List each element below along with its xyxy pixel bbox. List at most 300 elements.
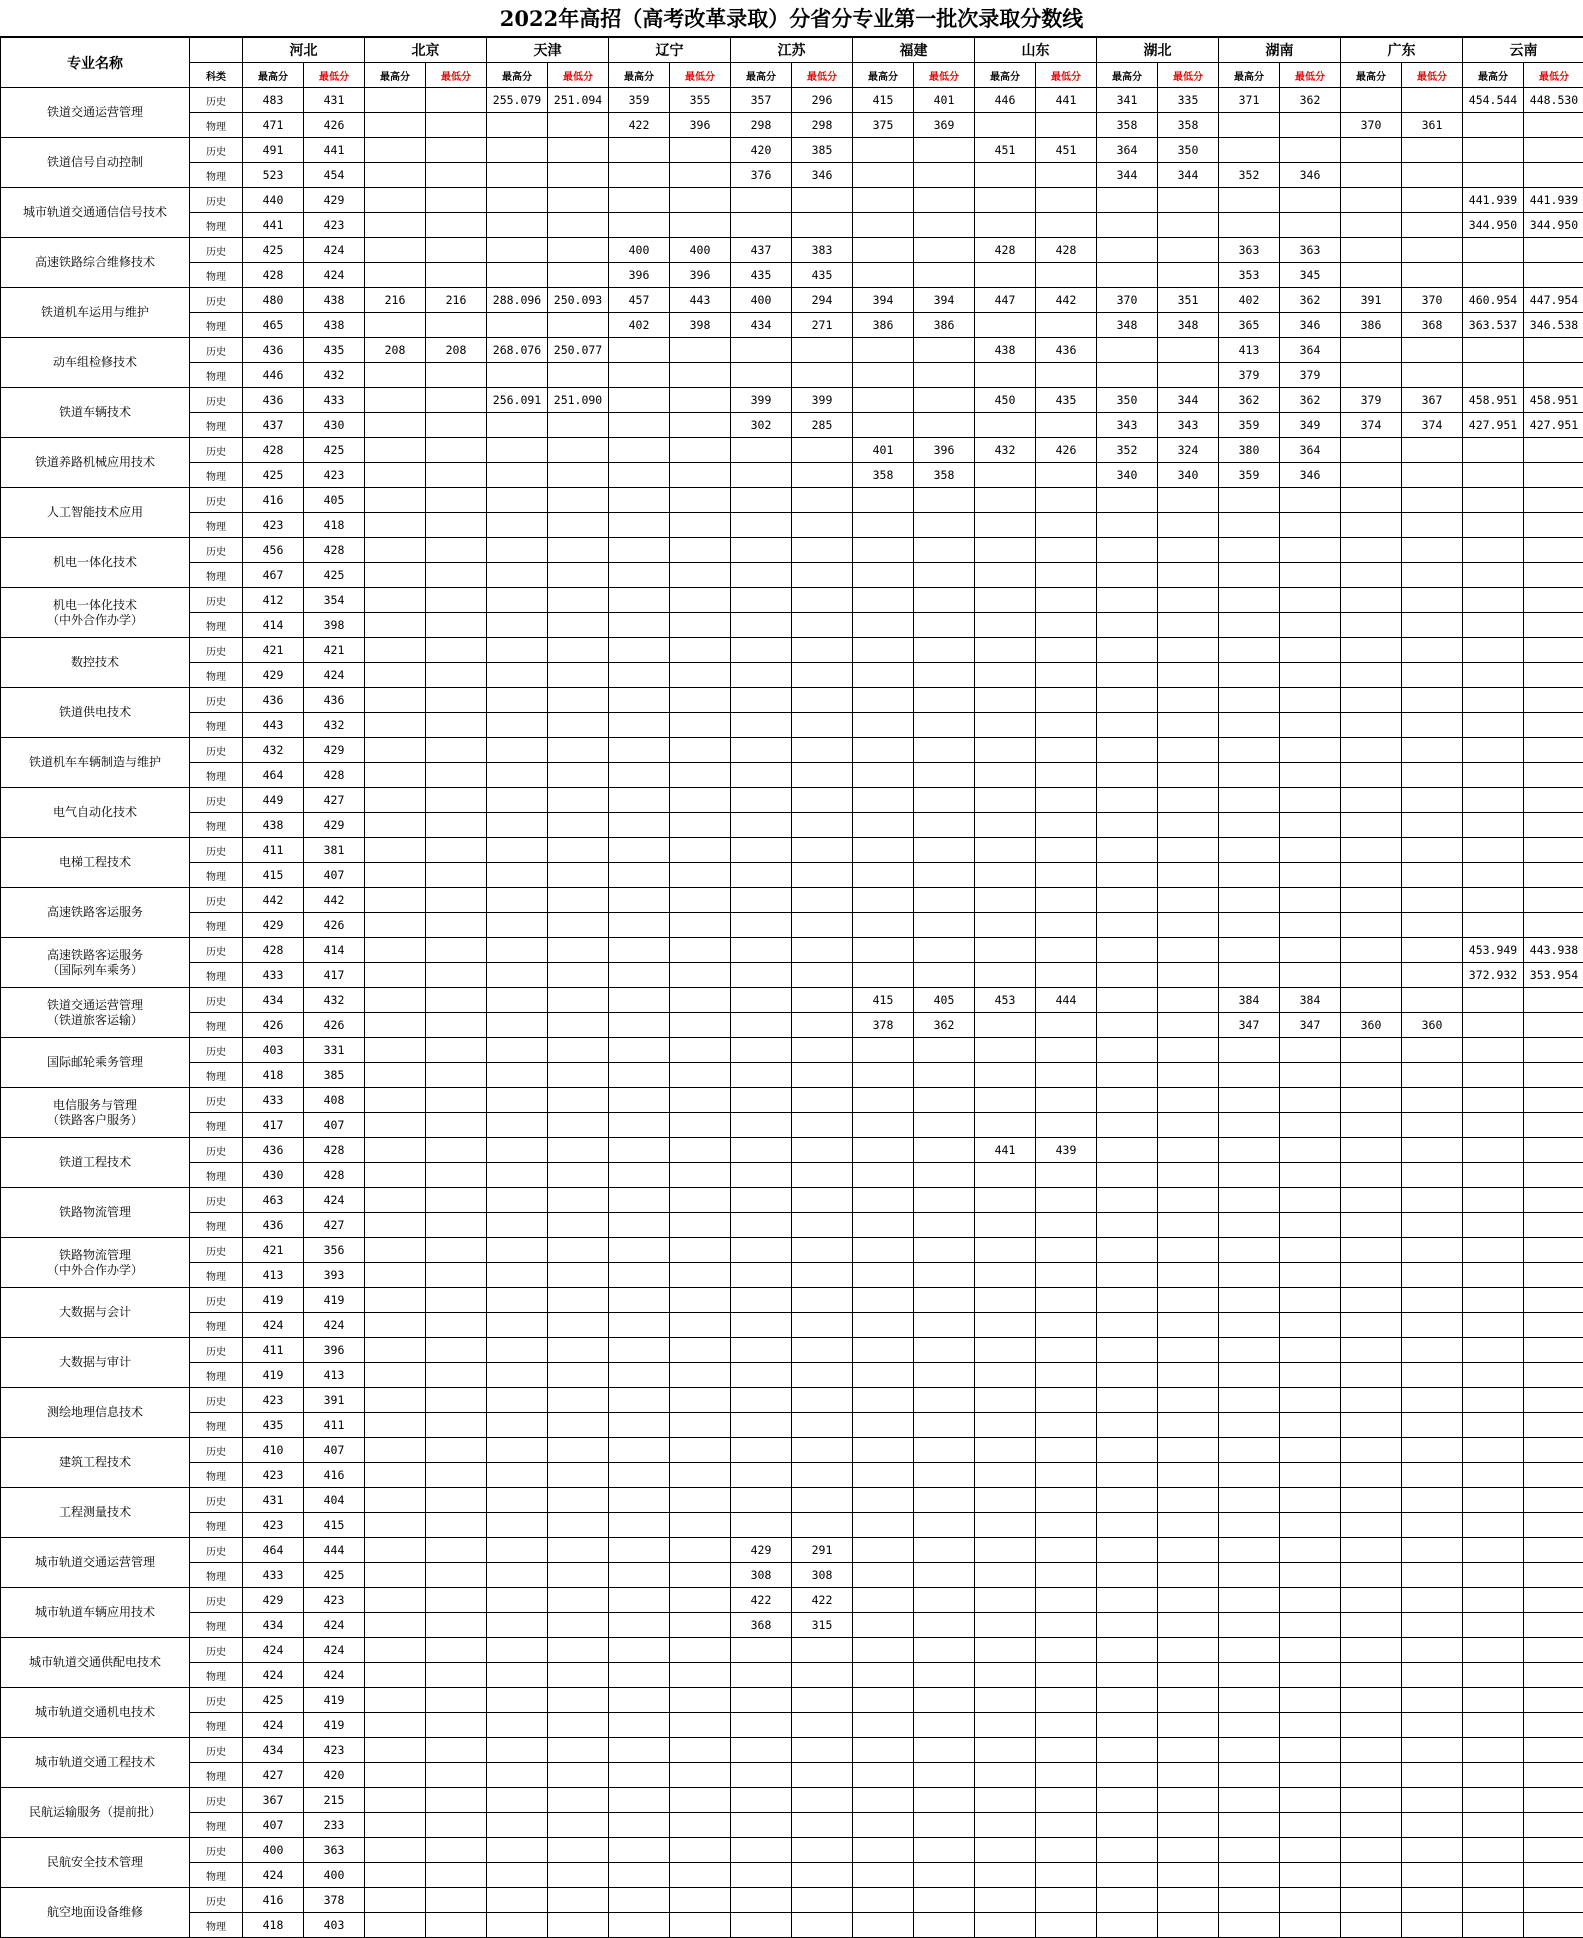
min-score-cell bbox=[670, 713, 731, 738]
max-score-cell bbox=[365, 238, 426, 263]
max-score-cell: 411 bbox=[243, 1338, 304, 1363]
min-score-cell bbox=[1524, 438, 1583, 463]
max-score-cell bbox=[975, 1113, 1036, 1138]
max-score-cell: 437 bbox=[731, 238, 792, 263]
subject-type: 物理 bbox=[190, 963, 243, 988]
min-score-cell bbox=[1402, 1038, 1463, 1063]
major-name bbox=[1, 1188, 190, 1238]
min-score-cell bbox=[426, 563, 487, 588]
max-score-cell bbox=[1097, 663, 1158, 688]
table-row bbox=[1, 638, 1583, 663]
min-score-cell: 443.938 bbox=[1524, 938, 1583, 963]
max-score-cell bbox=[731, 1513, 792, 1538]
max-score-cell bbox=[1463, 1713, 1524, 1738]
max-score-cell bbox=[1341, 963, 1402, 988]
min-score-cell: 294 bbox=[792, 288, 853, 313]
min-score-cell bbox=[1036, 263, 1097, 288]
max-score-cell: 425 bbox=[243, 238, 304, 263]
min-score-cell: 344 bbox=[1158, 388, 1219, 413]
min-score-cell bbox=[426, 438, 487, 463]
min-score-cell bbox=[914, 1913, 975, 1938]
max-score-cell bbox=[975, 1638, 1036, 1663]
max-score-cell bbox=[609, 1438, 670, 1463]
min-score-cell bbox=[1524, 1638, 1583, 1663]
max-score-cell bbox=[1341, 613, 1402, 638]
max-score-cell bbox=[609, 1113, 670, 1138]
min-score-cell bbox=[1524, 263, 1583, 288]
min-score-cell bbox=[548, 613, 609, 638]
max-score-cell bbox=[609, 713, 670, 738]
min-score-cell: 358 bbox=[1158, 113, 1219, 138]
min-score-cell bbox=[1402, 238, 1463, 263]
min-score-cell: 346.538 bbox=[1524, 313, 1583, 338]
max-score-cell bbox=[1219, 1763, 1280, 1788]
max-score-cell: 371 bbox=[1219, 88, 1280, 113]
min-score-cell bbox=[1280, 1538, 1341, 1563]
min-score-cell bbox=[1036, 1213, 1097, 1238]
min-score-cell bbox=[426, 313, 487, 338]
max-score-header: 最高分 bbox=[365, 63, 426, 88]
subject-type: 历史 bbox=[190, 188, 243, 213]
max-score-cell bbox=[1097, 238, 1158, 263]
min-score-cell bbox=[1036, 613, 1097, 638]
min-score-cell bbox=[426, 163, 487, 188]
max-score-cell bbox=[1341, 88, 1402, 113]
min-score-cell bbox=[670, 688, 731, 713]
min-score-cell bbox=[1402, 438, 1463, 463]
max-score-cell bbox=[853, 1663, 914, 1688]
max-score-cell: 471 bbox=[243, 113, 304, 138]
min-score-cell: 424 bbox=[304, 1188, 365, 1213]
max-score-cell bbox=[975, 1338, 1036, 1363]
min-score-cell: 424 bbox=[304, 1663, 365, 1688]
min-score-cell bbox=[426, 1788, 487, 1813]
min-score-cell bbox=[1280, 1663, 1341, 1688]
min-score-cell bbox=[914, 1363, 975, 1388]
max-score-cell bbox=[731, 1713, 792, 1738]
min-score-cell bbox=[426, 688, 487, 713]
major-name bbox=[1, 238, 190, 288]
max-score-cell bbox=[1341, 1388, 1402, 1413]
max-score-cell bbox=[1097, 1663, 1158, 1688]
max-score-cell bbox=[609, 913, 670, 938]
min-score-cell bbox=[1402, 338, 1463, 363]
min-score-cell bbox=[670, 1063, 731, 1088]
max-score-cell bbox=[731, 1638, 792, 1663]
max-score-cell bbox=[1219, 138, 1280, 163]
max-score-cell: 394 bbox=[853, 288, 914, 313]
max-score-cell: 396 bbox=[609, 263, 670, 288]
max-score-cell bbox=[1219, 1563, 1280, 1588]
min-score-cell bbox=[914, 838, 975, 863]
max-score-cell bbox=[975, 613, 1036, 638]
major-name bbox=[1, 838, 190, 888]
max-score-cell bbox=[1463, 1263, 1524, 1288]
min-score-cell bbox=[548, 113, 609, 138]
max-score-cell bbox=[609, 1913, 670, 1938]
max-score-cell bbox=[975, 913, 1036, 938]
major-name bbox=[1, 1738, 190, 1788]
min-score-cell bbox=[792, 1388, 853, 1413]
min-score-cell bbox=[1280, 788, 1341, 813]
subject-type: 历史 bbox=[190, 1738, 243, 1763]
max-score-cell bbox=[731, 663, 792, 688]
min-score-cell bbox=[1402, 788, 1463, 813]
min-score-cell bbox=[670, 913, 731, 938]
min-score-cell bbox=[426, 1213, 487, 1238]
subject-type: 历史 bbox=[190, 738, 243, 763]
max-score-header: 最高分 bbox=[853, 63, 914, 88]
min-score-cell: 346 bbox=[1280, 463, 1341, 488]
min-score-cell bbox=[426, 638, 487, 663]
min-score-cell bbox=[792, 1413, 853, 1438]
max-score-cell bbox=[609, 138, 670, 163]
min-score-cell bbox=[1158, 663, 1219, 688]
min-score-cell bbox=[1036, 113, 1097, 138]
max-score-cell bbox=[487, 838, 548, 863]
max-score-cell: 424 bbox=[243, 1313, 304, 1338]
subject-type: 历史 bbox=[190, 838, 243, 863]
max-score-cell bbox=[975, 638, 1036, 663]
min-score-cell bbox=[1280, 913, 1341, 938]
max-score-cell bbox=[365, 838, 426, 863]
max-score-cell bbox=[1463, 463, 1524, 488]
min-score-cell bbox=[914, 1288, 975, 1313]
major-name-line: 国际邮轮乘务管理 bbox=[1, 1055, 189, 1070]
subject-type: 物理 bbox=[190, 1913, 243, 1938]
table-row bbox=[1, 1163, 1583, 1188]
max-score-cell bbox=[1463, 738, 1524, 763]
min-score-cell: 379 bbox=[1280, 363, 1341, 388]
min-score-cell: 354 bbox=[304, 588, 365, 613]
max-score-cell bbox=[1341, 1463, 1402, 1488]
max-score-cell: 464 bbox=[243, 763, 304, 788]
major-name bbox=[1, 738, 190, 788]
max-score-cell bbox=[853, 663, 914, 688]
max-score-cell bbox=[487, 1463, 548, 1488]
max-score-cell bbox=[365, 1013, 426, 1038]
subject-type: 物理 bbox=[190, 613, 243, 638]
table-row bbox=[1, 1338, 1583, 1363]
major-name bbox=[1, 688, 190, 738]
min-score-cell bbox=[792, 788, 853, 813]
max-score-cell bbox=[365, 1638, 426, 1663]
subject-type: 历史 bbox=[190, 1538, 243, 1563]
min-score-cell bbox=[1280, 1138, 1341, 1163]
max-score-cell bbox=[609, 1388, 670, 1413]
max-score-cell bbox=[609, 1213, 670, 1238]
min-score-cell bbox=[792, 963, 853, 988]
max-score-cell bbox=[853, 538, 914, 563]
max-score-cell bbox=[365, 1913, 426, 1938]
max-score-cell: 359 bbox=[1219, 413, 1280, 438]
max-score-cell: 255.079 bbox=[487, 88, 548, 113]
min-score-cell: 399 bbox=[792, 388, 853, 413]
min-score-cell bbox=[670, 1013, 731, 1038]
min-score-cell bbox=[670, 1763, 731, 1788]
max-score-cell bbox=[975, 1763, 1036, 1788]
min-score-cell bbox=[1280, 1763, 1341, 1788]
max-score-cell bbox=[609, 1338, 670, 1363]
min-score-cell: 361 bbox=[1402, 113, 1463, 138]
max-score-cell: 372.932 bbox=[1463, 963, 1524, 988]
max-score-cell bbox=[609, 1138, 670, 1163]
min-score-cell bbox=[548, 1813, 609, 1838]
min-score-cell bbox=[914, 1088, 975, 1113]
max-score-cell bbox=[609, 1763, 670, 1788]
min-score-cell: 433 bbox=[304, 388, 365, 413]
max-score-cell bbox=[609, 1238, 670, 1263]
min-score-cell bbox=[1158, 688, 1219, 713]
major-name-line: 工程测量技术 bbox=[1, 1505, 189, 1520]
min-score-cell bbox=[1402, 1438, 1463, 1463]
max-score-cell bbox=[1219, 1538, 1280, 1563]
subject-type: 物理 bbox=[190, 263, 243, 288]
min-score-cell: 363 bbox=[1280, 238, 1341, 263]
min-score-cell bbox=[792, 1438, 853, 1463]
max-score-cell: 446 bbox=[243, 363, 304, 388]
max-score-cell bbox=[853, 713, 914, 738]
max-score-cell bbox=[487, 1363, 548, 1388]
min-score-cell bbox=[670, 1638, 731, 1663]
max-score-cell: 432 bbox=[243, 738, 304, 763]
min-score-cell bbox=[426, 838, 487, 863]
min-score-cell bbox=[1280, 513, 1341, 538]
max-score-cell: 368 bbox=[731, 1613, 792, 1638]
min-score-cell: 421 bbox=[304, 638, 365, 663]
max-score-cell bbox=[1219, 788, 1280, 813]
min-score-cell bbox=[792, 1638, 853, 1663]
min-score-cell bbox=[670, 1388, 731, 1413]
min-score-cell bbox=[426, 788, 487, 813]
max-score-cell bbox=[609, 688, 670, 713]
max-score-cell bbox=[1341, 1538, 1402, 1563]
table-row bbox=[1, 1813, 1583, 1838]
min-score-cell: 426 bbox=[304, 113, 365, 138]
min-score-cell bbox=[914, 713, 975, 738]
major-name-line: 大数据与审计 bbox=[1, 1355, 189, 1370]
min-score-cell bbox=[1402, 163, 1463, 188]
min-score-cell bbox=[792, 1763, 853, 1788]
max-score-cell bbox=[1219, 638, 1280, 663]
max-score-cell bbox=[1463, 1638, 1524, 1663]
min-score-header: 最低分 bbox=[548, 63, 609, 88]
max-score-cell bbox=[1341, 763, 1402, 788]
min-score-cell bbox=[1280, 1088, 1341, 1113]
max-score-cell bbox=[1341, 1113, 1402, 1138]
major-name bbox=[1, 1088, 190, 1138]
max-score-cell bbox=[609, 1838, 670, 1863]
min-score-cell bbox=[1158, 1738, 1219, 1763]
max-score-cell bbox=[1341, 888, 1402, 913]
min-score-cell bbox=[548, 588, 609, 613]
min-score-cell bbox=[1402, 88, 1463, 113]
min-score-cell: 271 bbox=[792, 313, 853, 338]
max-score-cell bbox=[975, 838, 1036, 863]
max-score-cell bbox=[487, 1513, 548, 1538]
max-score-cell bbox=[365, 313, 426, 338]
max-score-cell bbox=[1463, 1288, 1524, 1313]
table-row bbox=[1, 1513, 1583, 1538]
min-score-cell bbox=[1402, 838, 1463, 863]
min-score-cell bbox=[548, 638, 609, 663]
max-score-cell bbox=[1219, 1388, 1280, 1413]
min-score-cell bbox=[548, 1888, 609, 1913]
min-score-cell bbox=[670, 1888, 731, 1913]
max-score-cell bbox=[853, 1038, 914, 1063]
min-score-cell bbox=[1402, 1063, 1463, 1088]
min-score-cell bbox=[1402, 1338, 1463, 1363]
min-score-cell bbox=[1280, 663, 1341, 688]
min-score-cell bbox=[426, 1113, 487, 1138]
min-score-cell bbox=[1524, 1688, 1583, 1713]
min-score-cell bbox=[1280, 1488, 1341, 1513]
min-score-cell: 425 bbox=[304, 563, 365, 588]
max-score-cell bbox=[1463, 363, 1524, 388]
max-score-cell: 438 bbox=[975, 338, 1036, 363]
min-score-cell bbox=[792, 1288, 853, 1313]
min-score-cell bbox=[670, 388, 731, 413]
min-score-cell bbox=[1158, 1188, 1219, 1213]
max-score-cell bbox=[1341, 738, 1402, 763]
major-name bbox=[1, 488, 190, 538]
max-score-cell: 413 bbox=[1219, 338, 1280, 363]
min-score-cell: 396 bbox=[670, 113, 731, 138]
major-name-line: 大数据与会计 bbox=[1, 1305, 189, 1320]
min-score-cell bbox=[1524, 1613, 1583, 1638]
max-score-cell bbox=[1463, 588, 1524, 613]
max-score-cell bbox=[487, 463, 548, 488]
min-score-cell bbox=[1524, 1563, 1583, 1588]
min-score-cell bbox=[914, 513, 975, 538]
table-row bbox=[1, 1063, 1583, 1088]
max-score-cell bbox=[1097, 1238, 1158, 1263]
max-score-cell bbox=[1341, 1088, 1402, 1113]
min-score-cell: 423 bbox=[304, 463, 365, 488]
table-row bbox=[1, 1788, 1583, 1813]
min-score-cell: 419 bbox=[304, 1713, 365, 1738]
max-score-cell bbox=[975, 488, 1036, 513]
min-score-cell bbox=[792, 1513, 853, 1538]
min-score-cell: 344.950 bbox=[1524, 213, 1583, 238]
min-score-cell bbox=[914, 1438, 975, 1463]
min-score-cell bbox=[792, 1188, 853, 1213]
max-score-cell bbox=[1341, 1513, 1402, 1538]
min-score-cell bbox=[426, 713, 487, 738]
major-name bbox=[1, 1838, 190, 1888]
max-score-cell bbox=[609, 1313, 670, 1338]
min-score-cell bbox=[1280, 1688, 1341, 1713]
subject-type: 物理 bbox=[190, 1613, 243, 1638]
min-score-cell bbox=[792, 838, 853, 863]
max-score-cell bbox=[853, 1563, 914, 1588]
min-score-cell bbox=[548, 1563, 609, 1588]
min-score-cell: 404 bbox=[304, 1488, 365, 1513]
max-score-cell: 440 bbox=[243, 188, 304, 213]
max-score-cell bbox=[1341, 1438, 1402, 1463]
min-score-cell bbox=[1524, 1338, 1583, 1363]
max-score-cell bbox=[853, 1088, 914, 1113]
table-row bbox=[1, 313, 1583, 338]
min-score-cell bbox=[548, 188, 609, 213]
table-row bbox=[1, 1663, 1583, 1688]
min-score-cell bbox=[1280, 1588, 1341, 1613]
min-score-cell bbox=[792, 1038, 853, 1063]
max-score-cell bbox=[1097, 588, 1158, 613]
min-score-cell bbox=[1280, 1513, 1341, 1538]
min-score-cell bbox=[1036, 1488, 1097, 1513]
min-score-cell bbox=[1524, 1713, 1583, 1738]
max-score-cell bbox=[1219, 1363, 1280, 1388]
major-name bbox=[1, 1888, 190, 1938]
max-score-cell bbox=[365, 713, 426, 738]
max-score-cell: 456 bbox=[243, 538, 304, 563]
max-score-cell bbox=[1463, 763, 1524, 788]
max-score-cell: 437 bbox=[243, 413, 304, 438]
max-score-cell bbox=[1097, 1738, 1158, 1763]
min-score-cell bbox=[1036, 1038, 1097, 1063]
max-score-cell: 423 bbox=[243, 513, 304, 538]
max-score-cell bbox=[1219, 738, 1280, 763]
province-header: 福建 bbox=[853, 38, 975, 63]
max-score-cell: 428 bbox=[243, 263, 304, 288]
min-score-cell bbox=[426, 663, 487, 688]
table-row bbox=[1, 788, 1583, 813]
max-score-cell: 425 bbox=[243, 463, 304, 488]
max-score-cell bbox=[1463, 688, 1524, 713]
min-score-cell bbox=[914, 563, 975, 588]
max-score-cell bbox=[853, 1063, 914, 1088]
min-score-cell bbox=[1036, 688, 1097, 713]
min-score-cell bbox=[548, 1388, 609, 1413]
subject-type: 历史 bbox=[190, 1238, 243, 1263]
min-score-cell bbox=[1402, 688, 1463, 713]
min-score-cell bbox=[1402, 188, 1463, 213]
max-score-cell bbox=[975, 1013, 1036, 1038]
min-score-cell: 344 bbox=[1158, 163, 1219, 188]
min-score-cell bbox=[548, 463, 609, 488]
min-score-cell bbox=[1280, 863, 1341, 888]
table-row bbox=[1, 88, 1583, 113]
min-score-cell bbox=[1036, 813, 1097, 838]
min-score-cell bbox=[426, 1388, 487, 1413]
max-score-cell bbox=[1097, 1213, 1158, 1238]
max-score-cell bbox=[487, 788, 548, 813]
max-score-cell bbox=[609, 1413, 670, 1438]
min-score-cell: 451 bbox=[1036, 138, 1097, 163]
max-score-cell: 302 bbox=[731, 413, 792, 438]
min-score-cell bbox=[1158, 838, 1219, 863]
min-score-cell bbox=[1524, 1238, 1583, 1263]
min-score-cell bbox=[1524, 838, 1583, 863]
min-score-cell bbox=[792, 1838, 853, 1863]
min-score-cell bbox=[426, 988, 487, 1013]
max-score-cell bbox=[1097, 1438, 1158, 1463]
max-score-cell bbox=[975, 1513, 1036, 1538]
min-score-cell: 441 bbox=[1036, 88, 1097, 113]
subject-type: 历史 bbox=[190, 1438, 243, 1463]
max-score-cell bbox=[731, 1038, 792, 1063]
table-row bbox=[1, 188, 1583, 213]
max-score-cell bbox=[1463, 1738, 1524, 1763]
max-score-cell bbox=[975, 563, 1036, 588]
min-score-cell bbox=[1158, 363, 1219, 388]
max-score-cell bbox=[853, 763, 914, 788]
max-score-cell bbox=[609, 488, 670, 513]
min-score-cell bbox=[792, 488, 853, 513]
max-score-cell bbox=[609, 663, 670, 688]
min-score-cell bbox=[1036, 1088, 1097, 1113]
